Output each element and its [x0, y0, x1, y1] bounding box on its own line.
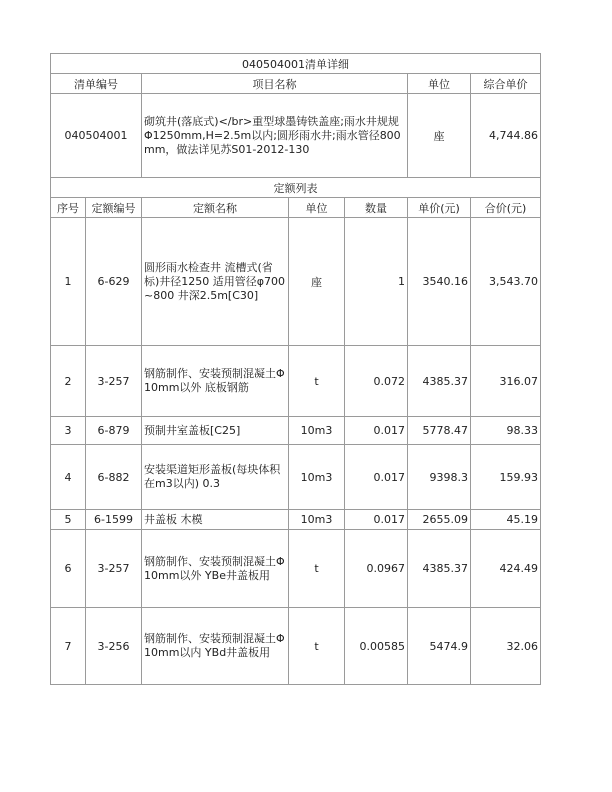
table-row: [51, 445, 541, 510]
row-code: 6-879: [86, 417, 142, 445]
row-name: 圆形雨水检查井 流槽式(省标)井径1250 适用管径φ700~800 井深2.5m[C30]: [142, 218, 289, 346]
list-header-unit: 单位: [408, 74, 471, 94]
list-header-name: 项目名称: [142, 74, 408, 94]
row-seq: 5: [51, 510, 86, 530]
quota-header-row: [51, 198, 541, 218]
list-item-row: [51, 94, 541, 178]
row-name: 钢筋制作、安装预制混凝土Φ10mm以外 YBe井盖板用: [142, 530, 289, 608]
row-unit-price: 5474.9: [408, 608, 471, 685]
row-unit: 10m3: [289, 417, 345, 445]
list-header-price: 综合单价: [471, 74, 541, 94]
list-item-name: 砌筑井(落底式)</br>重型球墨铸铁盖座;雨水井规规Φ1250mm,H=2.5m以内;圆形雨水井;雨水管径800mm，做法详见苏S01-2012-130: [142, 94, 408, 178]
quota-header-qty: 数量: [345, 198, 408, 218]
row-unit: 座: [289, 218, 345, 346]
row-seq: 3: [51, 417, 86, 445]
row-total: 424.49: [471, 530, 541, 608]
table-row: [51, 608, 541, 685]
row-qty: 0.017: [345, 417, 408, 445]
row-name: 预制井室盖板[C25]: [142, 417, 289, 445]
row-seq: 2: [51, 346, 86, 417]
row-qty: 0.072: [345, 346, 408, 417]
row-code: 6-882: [86, 445, 142, 510]
row-total: 32.06: [471, 608, 541, 685]
list-item-price: 4,744.86: [471, 94, 541, 178]
row-total: 316.07: [471, 346, 541, 417]
row-total: 159.93: [471, 445, 541, 510]
table-row: [51, 346, 541, 417]
row-unit: t: [289, 346, 345, 417]
row-code: 6-1599: [86, 510, 142, 530]
row-qty: 0.00585: [345, 608, 408, 685]
row-unit-price: 9398.3: [408, 445, 471, 510]
row-total: 45.19: [471, 510, 541, 530]
row-unit-price: 5778.47: [408, 417, 471, 445]
row-total: 3,543.70: [471, 218, 541, 346]
quota-list-title: 定额列表: [51, 178, 541, 198]
quota-header-unit: 单位: [289, 198, 345, 218]
table-row: [51, 417, 541, 445]
row-qty: 0.017: [345, 510, 408, 530]
quota-header-code: 定额编号: [86, 198, 142, 218]
row-code: 3-256: [86, 608, 142, 685]
list-header-code: 清单编号: [51, 74, 142, 94]
row-qty: 0.017: [345, 445, 408, 510]
row-unit: 10m3: [289, 510, 345, 530]
quota-header-name: 定额名称: [142, 198, 289, 218]
quota-header-total: 合价(元): [471, 198, 541, 218]
row-seq: 1: [51, 218, 86, 346]
table-row: [51, 510, 541, 530]
table-row: [51, 530, 541, 608]
quota-header-unit-price: 单价(元): [408, 198, 471, 218]
row-code: 3-257: [86, 530, 142, 608]
row-unit-price: 4385.37: [408, 346, 471, 417]
row-unit-price: 3540.16: [408, 218, 471, 346]
row-qty: 0.0967: [345, 530, 408, 608]
row-seq: 6: [51, 530, 86, 608]
table-row: [51, 218, 541, 346]
row-unit: t: [289, 608, 345, 685]
row-total: 98.33: [471, 417, 541, 445]
row-code: 3-257: [86, 346, 142, 417]
bill-detail-table: [50, 53, 541, 685]
row-name: 钢筋制作、安装预制混凝土Φ10mm以外 底板钢筋: [142, 346, 289, 417]
row-unit-price: 2655.09: [408, 510, 471, 530]
quota-header-seq: 序号: [51, 198, 86, 218]
row-name: 钢筋制作、安装预制混凝土Φ10mm以内 YBd井盖板用: [142, 608, 289, 685]
row-name: 安装渠道矩形盖板(每块体积在m3以内) 0.3: [142, 445, 289, 510]
row-unit: 10m3: [289, 445, 345, 510]
list-item-unit: 座: [408, 94, 471, 178]
row-unit-price: 4385.37: [408, 530, 471, 608]
table-title: 040504001清单详细: [51, 54, 541, 74]
row-name: 井盖板 木模: [142, 510, 289, 530]
row-unit: t: [289, 530, 345, 608]
row-code: 6-629: [86, 218, 142, 346]
row-qty: 1: [345, 218, 408, 346]
list-header-row: [51, 74, 541, 94]
row-seq: 4: [51, 445, 86, 510]
list-item-code: 040504001: [51, 94, 142, 178]
row-seq: 7: [51, 608, 86, 685]
